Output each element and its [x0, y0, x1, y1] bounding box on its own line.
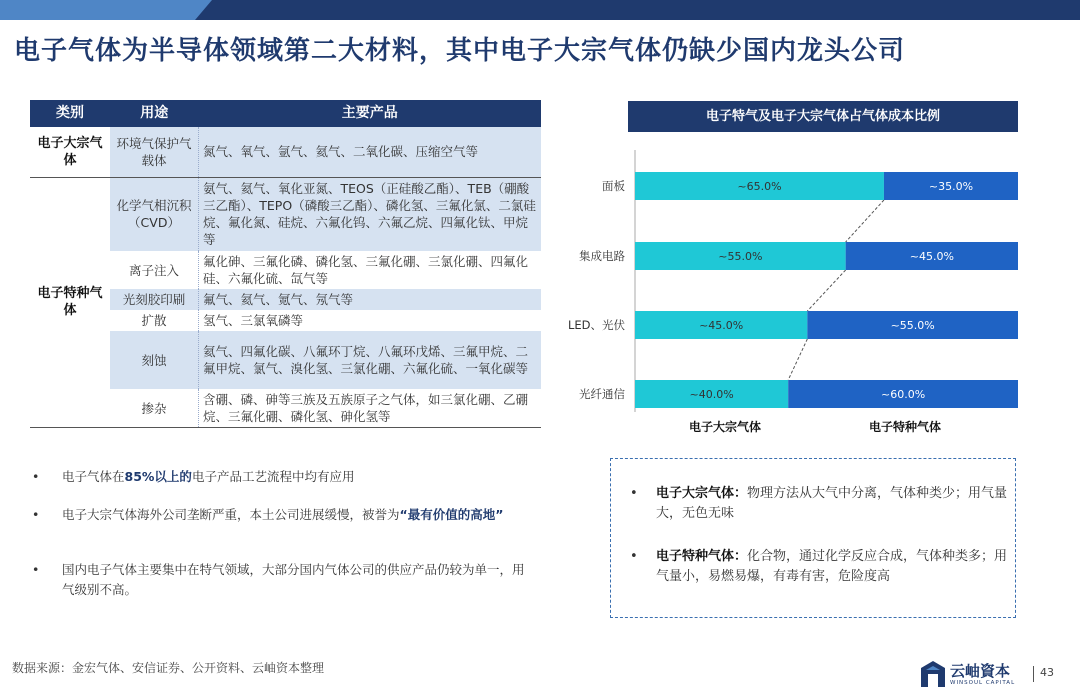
products-cell: 氟化砷、三氟化磷、磷化氢、三氟化硼、三氯化硼、四氟化硅、六氟化硫、氙气等 [203, 254, 529, 286]
category-bulk-gas: 电子大宗气体 [30, 127, 110, 177]
cost-share-chart [560, 140, 1030, 440]
notes-box [610, 458, 1016, 618]
product-table [30, 100, 541, 428]
use-cell: 光刻胶印刷 [110, 289, 199, 310]
products-cell: 含硼、磷、砷等三族及五族原子之气体，如三氯化硼、乙硼烷、三氟化硼、磷化氢、砷化氢等 [199, 389, 542, 428]
chart-title: 电子特气及电子大宗气体占气体成本比例 [628, 101, 1018, 132]
use-cell: 刻蚀 [110, 331, 199, 389]
category-label: 面板 [602, 179, 625, 193]
category-label: 光纤通信 [579, 387, 625, 401]
connector-line [788, 339, 807, 380]
use-cell: 掺杂 [110, 389, 199, 428]
use-cell: 环境气保护气载体 [110, 127, 199, 177]
company-logo: 云岫資本 WINSOUL CAPITAL [920, 658, 1020, 692]
data-label: ~65.0% [737, 180, 782, 193]
page-separator [1033, 666, 1034, 682]
data-source: 数据来源：金宏气体、安信证券、公开资料、云岫资本整理 [12, 661, 325, 675]
products-cell: 氨气、氦气、氧化亚氮、TEOS（正硅酸乙酯）、TEB（硼酸三乙酯）、TEPO（磷酸三乙酯）、磷化氢、三氟化氯、二氯硅烷、氟化氮、硅烷、六氟化钨、六氟乙烷、四氟化钛、甲烷等 [199, 177, 542, 251]
data-label: ~45.0% [699, 319, 744, 332]
connector-line [807, 270, 845, 311]
page-number: 43 [1040, 666, 1054, 679]
top-banner-accent [0, 0, 212, 20]
category-label: LED、光伏 [567, 318, 625, 332]
products-cell: 氦气、四氟化碳、八氟环丁烷、八氟环戊烯、三氟甲烷、二氟甲烷、氯气、溴化氢、三氯化硼、六氟化硫、一氧化碳等 [199, 331, 542, 389]
table-row [30, 177, 541, 251]
products-cell: 氟气、氦气、氪气、氖气等 [199, 289, 542, 310]
data-label: ~35.0% [928, 180, 974, 193]
use-cell: 离子注入 [110, 251, 199, 289]
use-cell: 化学气相沉积（CVD） [110, 177, 199, 251]
products-cell: 氮气、氧气、氩气、氦气、二氧化碳、压缩空气等 [199, 127, 542, 177]
logo-icon [920, 660, 946, 688]
header-category: 类别 [30, 100, 110, 127]
table-row [30, 127, 541, 177]
legend-label: 电子大宗气体 [688, 420, 762, 434]
data-label: ~55.0% [718, 250, 763, 263]
page-title: 电子气体为半导体领域第二大材料，其中电子大宗气体仍缺少国内龙头公司 [14, 36, 906, 66]
legend-label: 电子特种气体 [868, 420, 942, 434]
data-label: ~40.0% [689, 388, 734, 401]
data-label: ~45.0% [909, 250, 954, 263]
header-use: 用途 [110, 100, 199, 127]
products-cell: 氢气、三氯氧磷等 [203, 313, 304, 328]
data-label: ~55.0% [890, 319, 935, 332]
header-products: 主要产品 [199, 100, 542, 127]
data-label: ~60.0% [881, 388, 926, 401]
connector-line [846, 200, 884, 242]
use-cell: 扩散 [110, 310, 199, 331]
category-label: 集成电路 [579, 249, 625, 263]
category-special-gas: 电子特种气体 [30, 177, 110, 428]
